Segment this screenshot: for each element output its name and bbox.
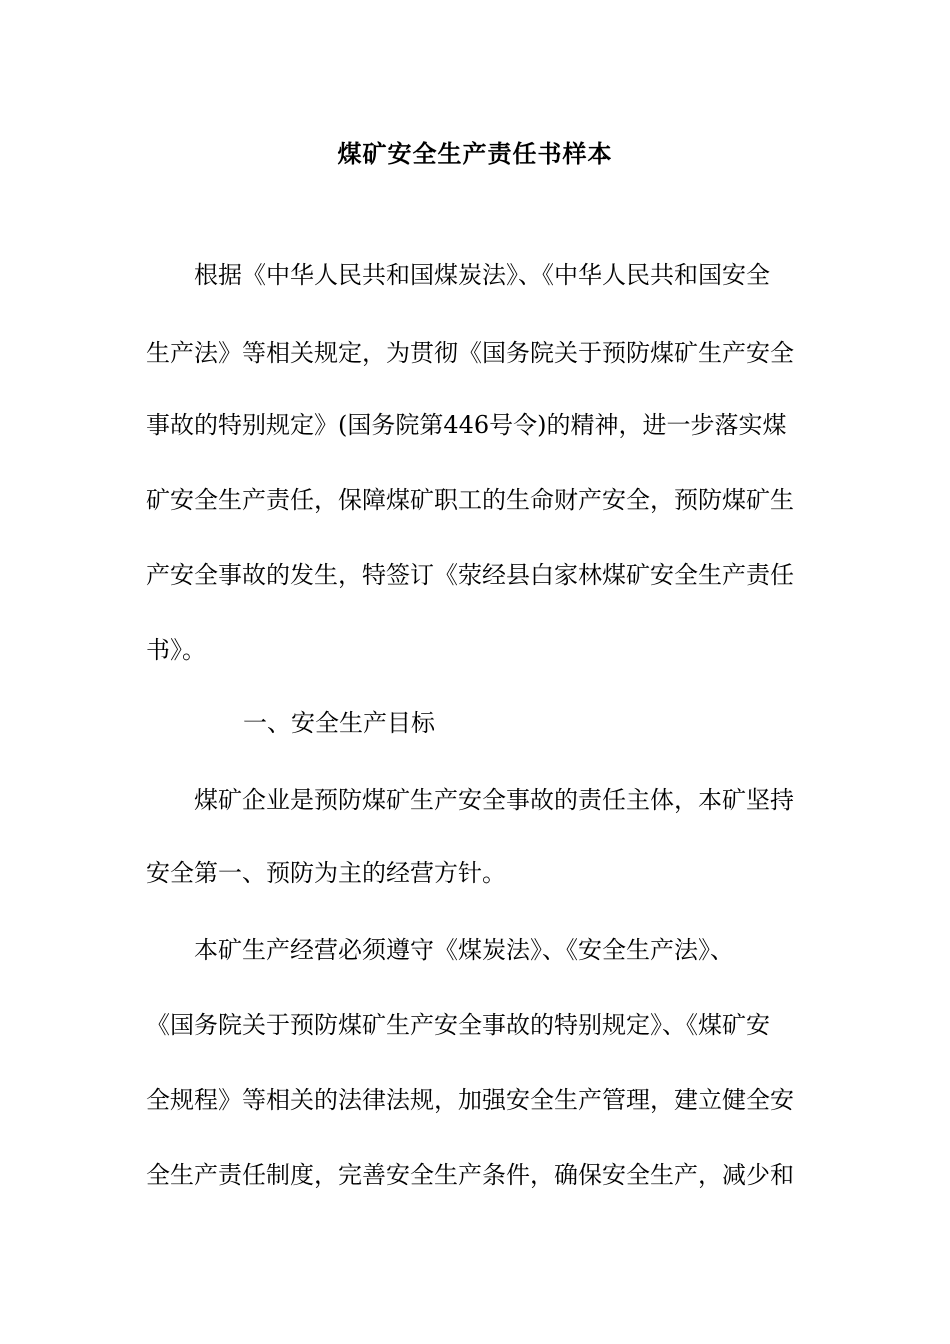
paragraph-line: 矿安全生产责任，保障煤矿职工的生命财产安全，预防煤矿生 [146, 486, 794, 514]
paragraph-line: 事故的特别规定》(国务院第446号令)的精神，进一步落实煤 [146, 411, 787, 439]
paragraph-line: 产安全事故的发生，特签订《荥经县白家林煤矿安全生产责任 [146, 561, 794, 589]
paragraph-line: 书》。 [146, 636, 206, 664]
paragraph-line: 《国务院关于预防煤矿生产安全事故的特别规定》、《煤矿安 [146, 1011, 770, 1039]
paragraph-line: 生产法》等相关规定，为贯彻《国务院关于预防煤矿生产安全 [146, 339, 794, 367]
document-title: 煤矿安全生产责任书样本 [337, 139, 613, 168]
paragraph-line: 根据《中华人民共和国煤炭法》、《中华人民共和国安全 [194, 261, 770, 289]
paragraph-line: 全生产责任制度，完善安全生产条件，确保安全生产，减少和 [146, 1161, 794, 1189]
section-heading: 一、安全生产目标 [243, 709, 435, 737]
paragraph-line: 安全第一、预防为主的经营方针。 [146, 859, 506, 887]
paragraph-line: 煤矿企业是预防煤矿生产安全事故的责任主体，本矿坚持 [194, 786, 794, 814]
paragraph-line: 本矿生产经营必须遵守《煤炭法》、《安全生产法》、 [194, 936, 734, 964]
paragraph-line: 全规程》等相关的法律法规，加强安全生产管理，建立健全安 [146, 1086, 794, 1114]
